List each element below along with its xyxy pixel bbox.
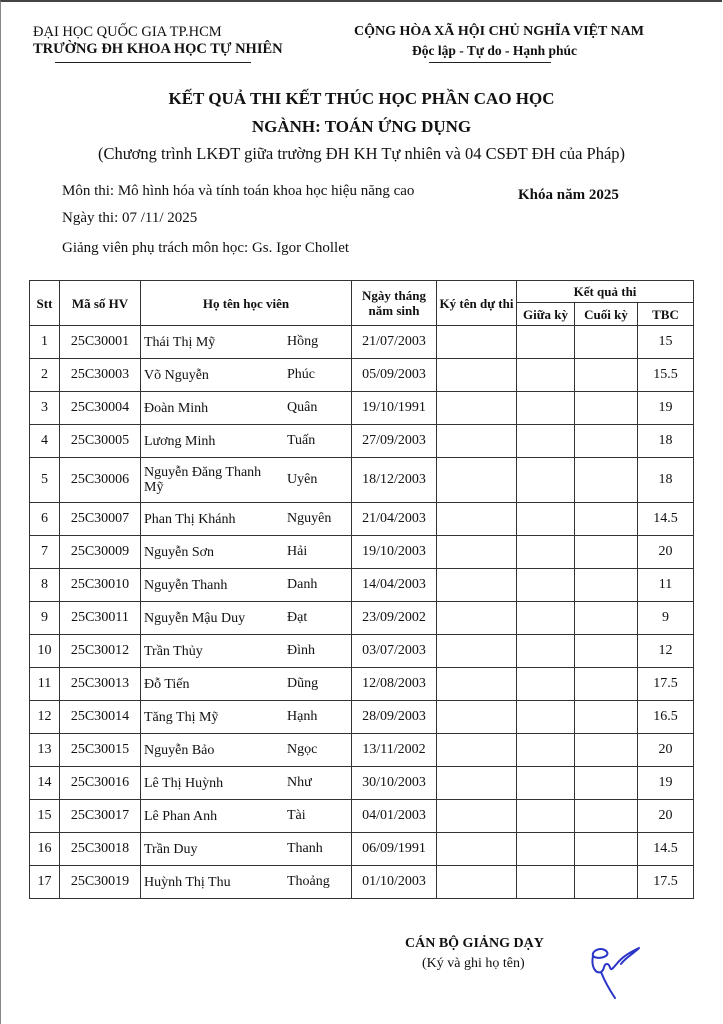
cell-student-id: 25C30016 [60, 767, 141, 800]
cell-signature [437, 668, 517, 701]
col-header-final: Cuối kỳ [575, 303, 638, 326]
school-name: TRƯỜNG ĐH KHOA HỌC TỰ NHIÊN [33, 41, 283, 57]
first-middle-name: Lương Minh [144, 433, 216, 449]
cell-average: 9 [638, 602, 694, 635]
first-middle-name: Thái Thị Mỹ [144, 334, 216, 350]
cell-average: 12 [638, 635, 694, 668]
cell-full-name [141, 800, 352, 833]
col-header-full-name: Họ tên học viên [141, 281, 352, 326]
table-row [30, 569, 694, 602]
cell-average: 20 [638, 536, 694, 569]
table-row [30, 833, 694, 866]
results-table [29, 280, 694, 899]
table-row [30, 425, 694, 458]
cell-midterm [517, 503, 575, 536]
cell-midterm [517, 866, 575, 899]
cell-dob: 19/10/2003 [352, 536, 437, 569]
table-row [30, 602, 694, 635]
first-middle-name: Huỳnh Thị Thu [144, 874, 231, 890]
cell-dob: 03/07/2003 [352, 635, 437, 668]
cell-average: 14.5 [638, 833, 694, 866]
national-title: CỘNG HÒA XÃ HỘI CHỦ NGHĨA VIỆT NAM [354, 24, 645, 39]
cell-stt: 1 [30, 326, 60, 359]
given-name: Thoảng [287, 874, 330, 889]
cell-midterm [517, 359, 575, 392]
cell-final [575, 833, 638, 866]
table-row [30, 359, 694, 392]
first-middle-name: Võ Nguyễn [144, 367, 209, 383]
col-header-midterm: Giữa kỳ [517, 303, 575, 326]
table-row [30, 701, 694, 734]
cell-full-name [141, 392, 352, 425]
first-middle-name: Đoàn Minh [144, 400, 209, 416]
cell-signature [437, 833, 517, 866]
cell-average: 16.5 [638, 701, 694, 734]
cell-midterm [517, 569, 575, 602]
table-row [30, 866, 694, 899]
table-row [30, 668, 694, 701]
first-middle-name: Tăng Thị Mỹ [144, 709, 219, 725]
cell-stt: 8 [30, 569, 60, 602]
cell-stt: 5 [30, 458, 60, 503]
table-row [30, 392, 694, 425]
given-name: Dũng [287, 676, 319, 691]
cell-student-id: 25C30017 [60, 800, 141, 833]
table-row [30, 536, 694, 569]
cell-student-id: 25C30007 [60, 503, 141, 536]
cell-signature [437, 536, 517, 569]
cell-midterm [517, 734, 575, 767]
cell-final [575, 800, 638, 833]
first-middle-name: Trần Thủy [144, 643, 203, 659]
cell-full-name [141, 569, 352, 602]
given-name: Đình [287, 643, 315, 658]
exam-date-line: Ngày thi: 07 /11/ 2025 [62, 210, 198, 226]
cell-stt: 10 [30, 635, 60, 668]
cell-signature [437, 734, 517, 767]
cell-full-name [141, 359, 352, 392]
motto-underline [429, 62, 551, 63]
cell-final [575, 635, 638, 668]
cell-dob: 23/09/2002 [352, 602, 437, 635]
table-row [30, 458, 694, 503]
cell-midterm [517, 635, 575, 668]
lecturer-line: Giảng viên phụ trách môn học: Gs. Igor Chollet [62, 240, 350, 256]
first-middle-name: Nguyễn Mậu Duy [144, 610, 246, 626]
cell-signature [437, 425, 517, 458]
cell-final [575, 359, 638, 392]
cell-dob: 06/09/1991 [352, 833, 437, 866]
cell-dob: 01/10/2003 [352, 866, 437, 899]
cell-final [575, 392, 638, 425]
table-row [30, 734, 694, 767]
cell-signature [437, 359, 517, 392]
given-name: Tuấn [287, 433, 316, 448]
cell-average: 19 [638, 767, 694, 800]
cell-stt: 17 [30, 866, 60, 899]
given-name: Tài [287, 808, 306, 823]
cell-average: 20 [638, 800, 694, 833]
col-header-dob: Ngày tháng năm sinh [352, 281, 437, 326]
signer-title: CÁN BỘ GIẢNG DẠY [405, 936, 544, 951]
cell-stt: 15 [30, 800, 60, 833]
cell-student-id: 25C30014 [60, 701, 141, 734]
cell-signature [437, 635, 517, 668]
given-name: Hồng [287, 334, 319, 349]
cell-full-name [141, 701, 352, 734]
cell-dob: 12/08/2003 [352, 668, 437, 701]
cell-average: 19 [638, 392, 694, 425]
cell-dob: 14/04/2003 [352, 569, 437, 602]
cell-final [575, 569, 638, 602]
program-subtitle: (Chương trình LKĐT giữa trường ĐH KH Tự nhiên và 04 CSĐT ĐH của Pháp) [97, 144, 626, 163]
cell-full-name [141, 734, 352, 767]
first-middle-name: Lê Thị Huỳnh [144, 775, 224, 791]
cell-signature [437, 602, 517, 635]
cell-stt: 4 [30, 425, 60, 458]
cell-midterm [517, 701, 575, 734]
cell-full-name [141, 668, 352, 701]
cell-signature [437, 458, 517, 503]
cell-final [575, 425, 638, 458]
cell-stt: 2 [30, 359, 60, 392]
handwritten-signature-icon [585, 942, 645, 1002]
cell-stt: 6 [30, 503, 60, 536]
cell-final [575, 602, 638, 635]
given-name: Đạt [287, 610, 308, 625]
cell-full-name [141, 326, 352, 359]
cell-full-name [141, 635, 352, 668]
cell-average: 14.5 [638, 503, 694, 536]
cell-full-name [141, 425, 352, 458]
col-header-student-id: Mã số HV [60, 281, 141, 326]
cell-final [575, 866, 638, 899]
cell-final [575, 326, 638, 359]
first-middle-name: Nguyễn Đăng Thanh Mỹ [144, 465, 262, 495]
major-title: NGÀNH: TOÁN ỨNG DỤNG [251, 117, 472, 136]
cell-student-id: 25C30015 [60, 734, 141, 767]
cell-full-name [141, 767, 352, 800]
given-name: Quân [287, 400, 318, 415]
cell-average: 17.5 [638, 866, 694, 899]
cell-student-id: 25C30006 [60, 458, 141, 503]
first-middle-name: Nguyễn Thanh [144, 577, 228, 593]
first-middle-name: Lê Phan Anh [144, 808, 218, 824]
cell-midterm [517, 326, 575, 359]
cell-student-id: 25C30010 [60, 569, 141, 602]
cell-full-name [141, 536, 352, 569]
cell-average: 20 [638, 734, 694, 767]
cell-student-id: 25C30011 [60, 602, 141, 635]
national-motto: Độc lập - Tự do - Hạnh phúc [412, 43, 578, 58]
results-table-body [30, 326, 694, 899]
subject-line: Môn thi: Mô hình hóa và tính toán khoa học hiệu năng cao [62, 183, 415, 199]
first-middle-name: Trần Duy [144, 841, 198, 857]
cell-average: 15 [638, 326, 694, 359]
cell-dob: 04/01/2003 [352, 800, 437, 833]
signer-note: (Ký và ghi họ tên) [422, 956, 525, 971]
cell-stt: 12 [30, 701, 60, 734]
table-row [30, 800, 694, 833]
cell-signature [437, 503, 517, 536]
col-header-average: TBC [638, 303, 694, 326]
cell-signature [437, 326, 517, 359]
cell-dob: 21/07/2003 [352, 326, 437, 359]
cell-signature [437, 866, 517, 899]
given-name: Ngọc [287, 742, 318, 757]
cell-final [575, 503, 638, 536]
col-header-stt: Stt [30, 281, 60, 326]
cell-midterm [517, 536, 575, 569]
given-name: Như [287, 775, 312, 790]
cell-average: 11 [638, 569, 694, 602]
cell-final [575, 668, 638, 701]
cell-dob: 30/10/2003 [352, 767, 437, 800]
cell-full-name [141, 602, 352, 635]
cell-signature [437, 701, 517, 734]
cell-signature [437, 392, 517, 425]
cell-stt: 9 [30, 602, 60, 635]
col-header-results-group: Kết quả thi [517, 281, 694, 303]
cell-student-id: 25C30018 [60, 833, 141, 866]
cell-midterm [517, 800, 575, 833]
cell-stt: 16 [30, 833, 60, 866]
cell-midterm [517, 392, 575, 425]
cell-midterm [517, 602, 575, 635]
cell-dob: 27/09/2003 [352, 425, 437, 458]
cell-dob: 19/10/1991 [352, 392, 437, 425]
cell-signature [437, 767, 517, 800]
cell-student-id: 25C30009 [60, 536, 141, 569]
cell-student-id: 25C30003 [60, 359, 141, 392]
cell-stt: 3 [30, 392, 60, 425]
school-underline [55, 62, 251, 63]
table-row [30, 635, 694, 668]
given-name: Danh [287, 577, 318, 592]
cell-final [575, 536, 638, 569]
cell-average: 17.5 [638, 668, 694, 701]
table-row [30, 767, 694, 800]
cell-dob: 05/09/2003 [352, 359, 437, 392]
cell-average: 18 [638, 425, 694, 458]
document-title: KẾT QUẢ THI KẾT THÚC HỌC PHẦN CAO HỌC [168, 89, 555, 108]
cell-stt: 11 [30, 668, 60, 701]
table-row [30, 326, 694, 359]
first-middle-name: Đỗ Tiến [144, 676, 190, 692]
cell-midterm [517, 425, 575, 458]
cell-full-name [141, 866, 352, 899]
cell-full-name [141, 458, 352, 503]
cohort-label: Khóa năm 2025 [518, 187, 619, 203]
first-middle-name: Nguyễn Sơn [144, 544, 215, 560]
cell-student-id: 25C30004 [60, 392, 141, 425]
table-row [30, 503, 694, 536]
cell-signature [437, 569, 517, 602]
cell-student-id: 25C30019 [60, 866, 141, 899]
cell-dob: 13/11/2002 [352, 734, 437, 767]
given-name: Hải [287, 544, 308, 559]
cell-midterm [517, 833, 575, 866]
given-name: Nguyên [287, 511, 332, 526]
given-name: Phúc [287, 367, 315, 382]
cell-midterm [517, 668, 575, 701]
cell-full-name [141, 833, 352, 866]
cell-full-name [141, 503, 352, 536]
cell-midterm [517, 458, 575, 503]
first-middle-name: Phan Thị Khánh [144, 511, 236, 527]
cell-stt: 7 [30, 536, 60, 569]
cell-final [575, 767, 638, 800]
cell-final [575, 701, 638, 734]
cell-final [575, 458, 638, 503]
university-name: ĐẠI HỌC QUỐC GIA TP.HCM [33, 24, 222, 40]
cell-dob: 18/12/2003 [352, 458, 437, 503]
cell-student-id: 25C30013 [60, 668, 141, 701]
cell-stt: 14 [30, 767, 60, 800]
cell-dob: 28/09/2003 [352, 701, 437, 734]
cell-average: 18 [638, 458, 694, 503]
given-name: Thanh [287, 841, 323, 856]
first-middle-name: Nguyễn Bảo [144, 742, 215, 758]
cell-student-id: 25C30012 [60, 635, 141, 668]
cell-signature [437, 800, 517, 833]
cell-student-id: 25C30001 [60, 326, 141, 359]
cell-stt: 13 [30, 734, 60, 767]
cell-final [575, 734, 638, 767]
given-name: Uyên [287, 472, 318, 487]
cell-average: 15.5 [638, 359, 694, 392]
cell-midterm [517, 767, 575, 800]
given-name: Hạnh [287, 709, 318, 724]
col-header-signature: Ký tên dự thi [437, 281, 517, 326]
cell-dob: 21/04/2003 [352, 503, 437, 536]
cell-student-id: 25C30005 [60, 425, 141, 458]
